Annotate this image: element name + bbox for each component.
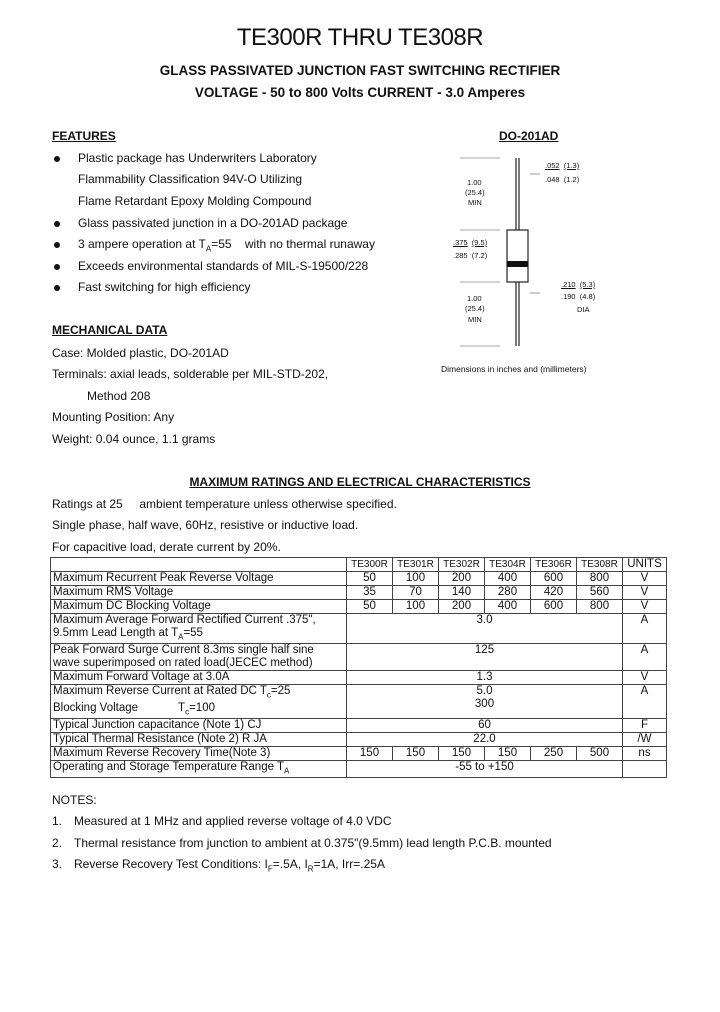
bullet-icon	[54, 285, 60, 291]
table-row	[51, 671, 667, 685]
column-header: TE301R	[393, 558, 439, 572]
row-label: Maximum Reverse Current at Rated DC $T_c=25$ Blocking Voltage $T_c=100$	[51, 685, 347, 719]
body-diameter-max: .210 (5.3)	[561, 280, 596, 289]
package-heading: DO-201AD	[499, 129, 559, 143]
mechanical-line: Terminals: axial leads, solderable per MIL-STD-202,	[52, 367, 329, 381]
note-number: 2.	[52, 836, 63, 850]
column-header: TE308R	[577, 558, 623, 572]
lead-length-bottom: 1.00	[467, 294, 482, 303]
lead-length-top-min: MIN	[468, 198, 482, 207]
cell: 800	[577, 572, 623, 586]
unit-cell: V	[623, 572, 667, 586]
cell: -55 to +150	[347, 760, 623, 777]
table-row	[51, 732, 667, 746]
table-row	[51, 760, 667, 777]
body-diameter-min: .190 (4.8)	[561, 292, 596, 301]
row-label: Maximum Average Forward Rectified Current .375", 9.5mm Lead Length at $T_A=55$	[51, 614, 347, 644]
cell: 70	[393, 586, 439, 600]
ratings-note: Ratings at 25 ambient temperature unless otherwise specified.	[52, 497, 397, 511]
body-length-min: .285 (7.2)	[453, 251, 488, 260]
cell: 35	[347, 586, 393, 600]
table-row	[51, 586, 667, 600]
row-label: Peak Forward Surge Current 8.3ms single half sine wave superimposed on rated load(JECEC method)	[51, 644, 347, 671]
mechanical-line: Weight: 0.04 ounce, 1.1 grams	[52, 432, 216, 446]
cell: 420	[531, 586, 577, 600]
row-label: Typical Junction capacitance (Note 1) CJ	[51, 718, 347, 732]
table-row	[51, 718, 667, 732]
cell: 600	[531, 572, 577, 586]
subtitle-ratings: VOLTAGE - 50 to 800 Volts CURRENT - 3.0 Amperes	[194, 85, 526, 100]
column-header: TE304R	[485, 558, 531, 572]
mechanical-heading: MECHANICAL DATA	[52, 323, 168, 337]
note-text: Thermal resistance from junction to ambient at 0.375"(9.5mm) lead length P.C.B. mounted	[74, 836, 552, 850]
table-row	[51, 746, 667, 760]
table-row	[51, 600, 667, 614]
page-title: TE300R THRU TE308R	[236, 24, 484, 51]
row-label: Maximum DC Blocking Voltage	[51, 600, 347, 614]
cell: 140	[439, 586, 485, 600]
cell: 400	[485, 600, 531, 614]
table-row	[51, 685, 667, 719]
cell: 150	[347, 746, 393, 760]
column-header-units: UNITS	[623, 558, 667, 572]
column-header: TE300R	[347, 558, 393, 572]
cell: 100	[393, 572, 439, 586]
cell: 150	[439, 746, 485, 760]
cell: 280	[485, 586, 531, 600]
cell: 560	[577, 586, 623, 600]
cell: 1.3	[347, 671, 623, 685]
mechanical-line: Case: Molded plastic, DO-201AD	[52, 346, 229, 360]
note-text: Measured at 1 MHz and applied reverse voltage of 4.0 VDC	[74, 814, 392, 828]
body-length-max: .375 (9.5)	[453, 238, 488, 247]
lead-length-top-mm: (25.4)	[465, 188, 485, 197]
cell: 22.0	[347, 732, 623, 746]
unit-cell: V	[623, 671, 667, 685]
cell: 50	[347, 600, 393, 614]
unit-cell: A	[623, 685, 667, 719]
dimensions-caption: Dimensions in inches and (millimeters)	[441, 364, 587, 374]
unit-cell	[623, 760, 667, 777]
subtitle-description: GLASS PASSIVATED JUNCTION FAST SWITCHING RECTIFIER	[159, 63, 561, 78]
ratings-note: For capacitive load, derate current by 20%.	[52, 540, 281, 554]
cell: 50	[347, 572, 393, 586]
cell: 125	[347, 644, 623, 671]
feature-line: 3 ampere operation at $T_A=55$ with no thermal runaway	[78, 237, 375, 254]
feature-line: Plastic package has Underwriters Laboratory	[78, 151, 317, 165]
ratings-table	[50, 557, 667, 778]
row-label: Operating and Storage Temperature Range $T_A$	[51, 760, 347, 777]
table-header-row	[51, 558, 667, 572]
note-text: Reverse Recovery Test Conditions: $I_F=.5A$, $I_R=1A$, Irr=.25A	[74, 857, 385, 874]
feature-line: Fast switching for high efficiency	[78, 280, 251, 294]
table-row	[51, 644, 667, 671]
mechanical-line: Mounting Position: Any	[52, 410, 175, 424]
row-label: Maximum Forward Voltage at 3.0A	[51, 671, 347, 685]
cell: 600	[531, 600, 577, 614]
cell: 200	[439, 600, 485, 614]
bullet-icon	[54, 221, 60, 227]
cell: 150	[393, 746, 439, 760]
feature-line: Flame Retardant Epoxy Molding Compound	[78, 194, 312, 208]
lead-length-bottom-min: MIN	[468, 315, 482, 324]
lead-length-bottom-mm: (25.4)	[465, 304, 485, 313]
unit-cell: A	[623, 614, 667, 644]
cell: 400	[485, 572, 531, 586]
bullet-icon	[54, 264, 60, 270]
notes-heading: NOTES:	[52, 793, 97, 807]
unit-cell: F	[623, 718, 667, 732]
row-label: Maximum RMS Voltage	[51, 586, 347, 600]
unit-cell: ns	[623, 746, 667, 760]
features-heading: FEATURES	[52, 129, 116, 143]
lead-diameter-max: .052 (1.3)	[545, 161, 580, 170]
table-row	[51, 614, 667, 644]
ratings-heading: MAXIMUM RATINGS AND ELECTRICAL CHARACTERISTICS	[189, 475, 531, 489]
ratings-note: Single phase, half wave, 60Hz, resistive or inductive load.	[52, 518, 359, 532]
cell: 5.0 300	[347, 685, 623, 719]
row-label: Maximum Reverse Recovery Time(Note 3)	[51, 746, 347, 760]
cell: 250	[531, 746, 577, 760]
column-header: TE302R	[439, 558, 485, 572]
row-label: Maximum Recurrent Peak Reverse Voltage	[51, 572, 347, 586]
cell: 100	[393, 600, 439, 614]
column-header: TE306R	[531, 558, 577, 572]
unit-cell: A	[623, 644, 667, 671]
note-number: 3.	[52, 857, 63, 871]
feature-line: Flammability Classification 94V-O Utilizing	[78, 172, 303, 186]
bullet-icon	[54, 242, 60, 248]
feature-line: Glass passivated junction in a DO-201AD package	[78, 216, 348, 230]
unit-cell: V	[623, 586, 667, 600]
cell: 500	[577, 746, 623, 760]
cell: 3.0	[347, 614, 623, 644]
row-label: Typical Thermal Resistance (Note 2) R JA	[51, 732, 347, 746]
diameter-label: DIA	[577, 305, 590, 314]
lead-length-top: 1.00	[467, 178, 482, 187]
table-row	[51, 572, 667, 586]
cell: 150	[485, 746, 531, 760]
cell: 60	[347, 718, 623, 732]
bullet-icon	[54, 156, 60, 162]
cell: 800	[577, 600, 623, 614]
mechanical-line: Method 208	[87, 389, 151, 403]
feature-line: Exceeds environmental standards of MIL-S-19500/228	[78, 259, 369, 273]
note-number: 1.	[52, 814, 63, 828]
unit-cell: /W	[623, 732, 667, 746]
lead-diameter-min: .048 (1.2)	[545, 175, 580, 184]
unit-cell: V	[623, 600, 667, 614]
cell: 200	[439, 572, 485, 586]
